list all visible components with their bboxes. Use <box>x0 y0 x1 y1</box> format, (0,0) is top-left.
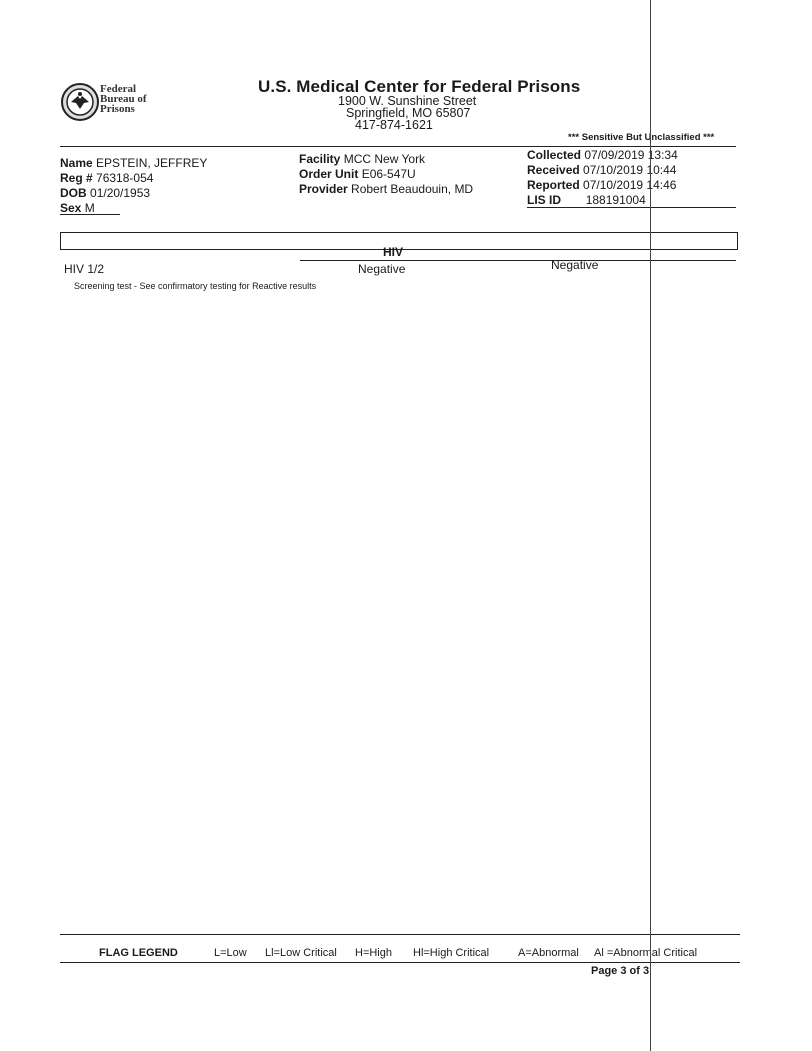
patient-reg: 76318-054 <box>96 171 154 185</box>
received-row <box>527 163 676 177</box>
agency-line-1: Federal <box>100 83 137 95</box>
collected-row <box>527 148 678 162</box>
order-facility: MCC New York <box>343 152 426 166</box>
received-date: 07/10/2019 10:44 <box>583 163 677 177</box>
facility-row <box>299 152 425 166</box>
reported-date: 07/10/2019 14:46 <box>583 178 677 192</box>
test-reference: Negative <box>551 258 599 272</box>
lis-label: LIS ID <box>527 193 562 207</box>
reported-label: Reported <box>527 178 580 192</box>
agency-line-2: Bureau of <box>100 93 147 105</box>
bop-seal-icon <box>60 82 100 122</box>
flag-low: L=Low <box>214 947 247 959</box>
facility-title: U.S. Medical Center for Federal Prisons <box>258 77 581 96</box>
facility-city: Springfield, MO 65807 <box>346 106 471 120</box>
section-title: HIV <box>383 245 404 259</box>
flag-legend-title: FLAG LEGEND <box>99 947 178 959</box>
patient-sex-row <box>60 201 95 215</box>
facility-phone: 417-874-1621 <box>355 118 433 132</box>
provider-row <box>299 182 473 196</box>
collected-date: 07/09/2019 13:34 <box>584 148 678 162</box>
patient-name-row <box>60 156 207 170</box>
sensitivity-banner: *** Sensitive But Unclassified *** <box>568 132 715 143</box>
patient-sex: M <box>84 201 95 215</box>
reg-label: Reg # <box>60 171 93 185</box>
order-unit: E06-547U <box>361 167 416 181</box>
patient-dob: 01/20/1953 <box>90 186 151 200</box>
sex-underline <box>60 214 120 215</box>
test-note: Screening test - See confirmatory testing for Reactive results <box>74 281 317 291</box>
patient-reg-row <box>60 171 153 185</box>
received-label: Received <box>527 163 580 177</box>
section-divider <box>300 260 736 261</box>
test-name: HIV 1/2 <box>64 262 105 276</box>
name-label: Name <box>60 156 93 170</box>
patient-name: EPSTEIN, JEFFREY <box>96 156 208 170</box>
agency-name <box>100 84 147 114</box>
scan-line <box>650 0 651 1051</box>
agency-line-3: Prisons <box>100 103 135 115</box>
order-unit-label: Order Unit <box>299 167 359 181</box>
dob-label: DOB <box>60 186 87 200</box>
provider-label: Provider <box>299 182 348 196</box>
footer-divider <box>60 934 740 935</box>
sex-label: Sex <box>60 201 82 215</box>
flag-abnormal: A=Abnormal <box>518 947 579 959</box>
flag-abnormal-critical: Al =Abnormal Critical <box>594 947 698 959</box>
header-divider <box>60 146 736 147</box>
dates-divider <box>527 207 736 208</box>
lis-id: 188191004 <box>585 193 646 207</box>
flag-high-critical: Hl=High Critical <box>413 947 490 959</box>
flag-low-critical: Ll=Low Critical <box>265 947 337 959</box>
legend-divider <box>60 962 740 963</box>
order-unit-row <box>299 167 416 181</box>
facility-street: 1900 W. Sunshine Street <box>338 94 477 108</box>
reported-row <box>527 178 676 192</box>
lis-row <box>527 193 646 207</box>
provider-name: Robert Beaudouin, MD <box>351 182 474 196</box>
flag-high: H=High <box>355 947 392 959</box>
facility-label: Facility <box>299 152 341 166</box>
patient-dob-row <box>60 186 150 200</box>
collected-label: Collected <box>527 148 582 162</box>
page-number: Page 3 of 3 <box>591 965 650 977</box>
test-result: Negative <box>358 262 406 276</box>
